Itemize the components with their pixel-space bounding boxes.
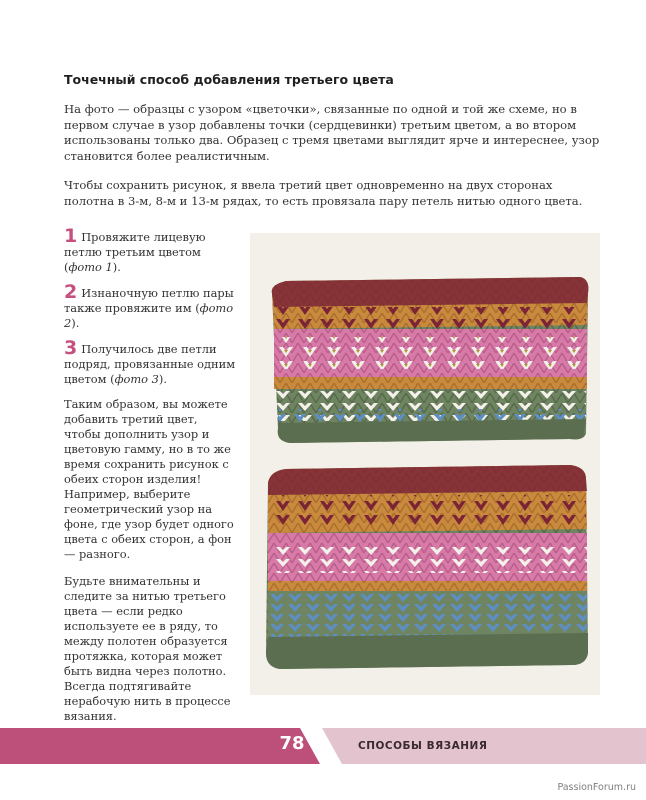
section-heading: Точечный способ добавления третьего цвета bbox=[64, 72, 394, 87]
step-end: ). bbox=[112, 260, 121, 274]
body-paragraph-2: Будьте внимательны и следите за нитью третьего цвета — если редко используете ее в ряду, то между полотен образуется протяжка, которая может быть видна через полотно. Всегда подтягивайте нерабочую нить в процессе вязания. bbox=[64, 574, 231, 723]
intro-paragraph-1: На фото — образцы с узором «цветочки», связанные по одной и той же схеме, но в первом случае в узор добавлены точки (сердцевинки) третьим цветом, а во втором использованы только два. Образец с тремя цветами выглядит ярче и интереснее, узор становится более реалистичным. bbox=[64, 102, 600, 163]
step-3 bbox=[64, 337, 236, 387]
step-end: ). bbox=[158, 372, 167, 386]
step-number: 2 bbox=[64, 281, 78, 303]
steps-column bbox=[64, 225, 236, 736]
footer-section-title: СПОСОБЫ ВЯЗАНИЯ bbox=[358, 740, 488, 752]
step-1 bbox=[64, 225, 236, 275]
step-end: ). bbox=[71, 316, 80, 330]
page-number: 78 bbox=[279, 733, 305, 754]
step-2 bbox=[64, 281, 236, 331]
step-text: Изнаночную петлю пары также провяжите им ( bbox=[64, 286, 234, 315]
photo-reference: фото 2 bbox=[64, 301, 234, 330]
photo-reference: фото 3 bbox=[114, 372, 159, 386]
swatch-bottom bbox=[266, 465, 588, 669]
photo-reference: фото 1 bbox=[68, 260, 113, 274]
watermark: PassionForum.ru bbox=[557, 782, 636, 793]
knitted-swatches-icon bbox=[250, 233, 600, 695]
step-number: 3 bbox=[64, 337, 78, 359]
swatch-top bbox=[272, 277, 589, 443]
knitted-swatches-image bbox=[250, 233, 600, 695]
step-text: Провяжите лицевую петлю третьим цветом ( bbox=[64, 230, 206, 274]
body-paragraph-1: Таким образом, вы можете добавить третий цвет, чтобы дополнить узор и цветовую гамму, но в то же время сохранить рисунок с обеих сторон изделия! Например, выберите геометрический узор на фоне, где узор будет одного цвета с обеих сторон, а фон — разного. bbox=[64, 397, 234, 561]
step-text: Получилось две петли подряд, провязанные одним цветом ( bbox=[64, 342, 236, 386]
step-number: 1 bbox=[64, 225, 78, 247]
intro-paragraph-2: Чтобы сохранить рисунок, я ввела третий цвет одновременно на двух сторонах полотна в 3-м, 8-м и 13-м рядах, то есть провязала пару петель нитью одного цвета. bbox=[64, 178, 583, 208]
